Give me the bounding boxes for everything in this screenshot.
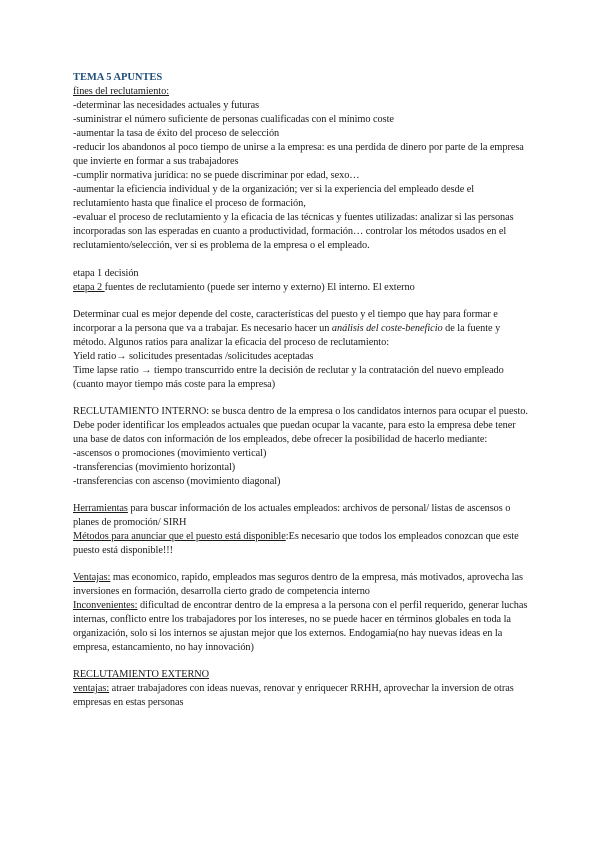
fines-item: -cumplir normativa jurídica: no se puede discriminar por edad, sexo… bbox=[73, 170, 360, 181]
herramientas-label: Herramientas bbox=[73, 503, 128, 514]
fines-item: -aumentar la tasa de éxito del proceso de selección bbox=[73, 128, 280, 139]
herramientas-paragraph bbox=[73, 502, 528, 530]
fines-item: -suministrar el número suficiente de personas cualificadas con el mínimo coste bbox=[73, 114, 394, 125]
metodos-label: Métodos para anunciar que el puesto está disponible bbox=[73, 531, 286, 542]
externo-ventajas-text: atraer trabajadores con ideas nuevas, renovar y enriquecer RRHH, aprovechar la inversion de otras empresas en estas personas bbox=[73, 683, 514, 708]
fines-heading: fines del reclutamiento: bbox=[73, 86, 170, 97]
externo-ventajas-label: ventajas: bbox=[73, 683, 110, 694]
ventajas-interno-paragraph bbox=[73, 571, 528, 599]
etapa-2-text: fuentes de reclutamiento (puede ser interno y externo) El interno. El externo bbox=[104, 282, 415, 293]
etapa-1: etapa 1 decisión bbox=[73, 268, 139, 279]
document-page bbox=[73, 71, 528, 710]
ventajas-label: Ventajas: bbox=[73, 572, 111, 583]
coste-text-start: Determinar cual es mejor depende del coste, características del puesto y el tiempo que hay para formar e incorporar a la persona que va a trabajar. Es necesario hacer un bbox=[73, 309, 498, 334]
time-lapse-ratio: Time lapse ratio → tiempo transcurrido entre la decisión de reclutar y la contratación del nuevo empleado (cuanto mayor tiempo más coste para la empresa) bbox=[73, 365, 504, 390]
ventajas-text: mas economico, rapido, empleados mas seguros dentro de la empresa, más motivados, aprovecha las inversiones en formación, desarrolla cierto grado de competencia interno bbox=[73, 572, 523, 597]
fines-item: -determinar las necesidades actuales y futuras bbox=[73, 100, 260, 111]
fines-item: -evaluar el proceso de reclutamiento y la eficacia de las técnicas y fuentes utilizadas: analizar si las personas incorporadas son las esperadas en cuanto a productividad, formación… controlar los métodos usados en el reclutamiento/selección, ver si es problema de la empresa o el empleado. bbox=[73, 212, 514, 251]
metodos-paragraph bbox=[73, 530, 528, 558]
interno-item: -transferencias (movimiento horizontal) bbox=[73, 462, 236, 473]
inconvenientes-paragraph bbox=[73, 599, 528, 655]
document-title: TEMA 5 APUNTES bbox=[73, 72, 163, 83]
fines-item: -aumentar la eficiencia individual y de la organización; ver si la experiencia del empleado desde el reclutamiento hasta que finalice el proceso de formación, bbox=[73, 184, 475, 209]
interno-intro: RECLUTAMIENTO INTERNO: se busca dentro de la empresa o los candidatos internos para ocupar el puesto. Debe poder identificar los empleados actuales que puedan ocupar la vacante, para esto la empresa debe tener una base de datos con información de los empleados, debe ofrecer la posibilidad de hacerlo mediante: bbox=[73, 406, 528, 445]
coste-text-end: de la fuente y método. Algunos ratios para analizar la eficacia del proceso de reclutamiento: bbox=[73, 323, 501, 348]
etapa-2 bbox=[73, 281, 528, 295]
externo-heading: RECLUTAMIENTO EXTERNO bbox=[73, 669, 210, 680]
coste-paragraph bbox=[73, 308, 528, 350]
fines-item: -reducir los abandonos al poco tiempo de unirse a la empresa: es una perdida de dinero por parte de la empresa que invierte en formar a sus trabajadores bbox=[73, 142, 524, 167]
ventajas-externo-paragraph bbox=[73, 682, 528, 710]
herramientas-text: para buscar información de los actuales empleados: archivos de personal/ listas de ascensos o planes de promoción/ SIRH bbox=[73, 503, 511, 528]
yield-ratio: Yield ratio→ solicitudes presentadas /solicitudes aceptadas bbox=[73, 351, 314, 362]
interno-item: -ascensos o promociones (movimiento vertical) bbox=[73, 448, 267, 459]
metodos-text: :Es necesario que todos los empleados conozcan que este puesto está disponible!!! bbox=[73, 531, 519, 556]
inconvenientes-label: Inconvenientes: bbox=[73, 600, 138, 611]
etapa-2-label: etapa 2 bbox=[73, 282, 105, 293]
coste-italic: análisis del coste-beneficio bbox=[331, 323, 443, 334]
interno-item: -transferencias con ascenso (movimiento diagonal) bbox=[73, 476, 281, 487]
inconvenientes-text: dificultad de encontrar dentro de la empresa a la persona con el perfil requerido, generar luchas internas, conflicto entre los trabajadores por los intereses, no se puede hacer en términos globales en toda la organización, solo si los internos se ajustan mejor que los externos. Endogamia(no hay nuevas ideas en la empresa, estancamiento, no hay innovación) bbox=[73, 600, 528, 653]
